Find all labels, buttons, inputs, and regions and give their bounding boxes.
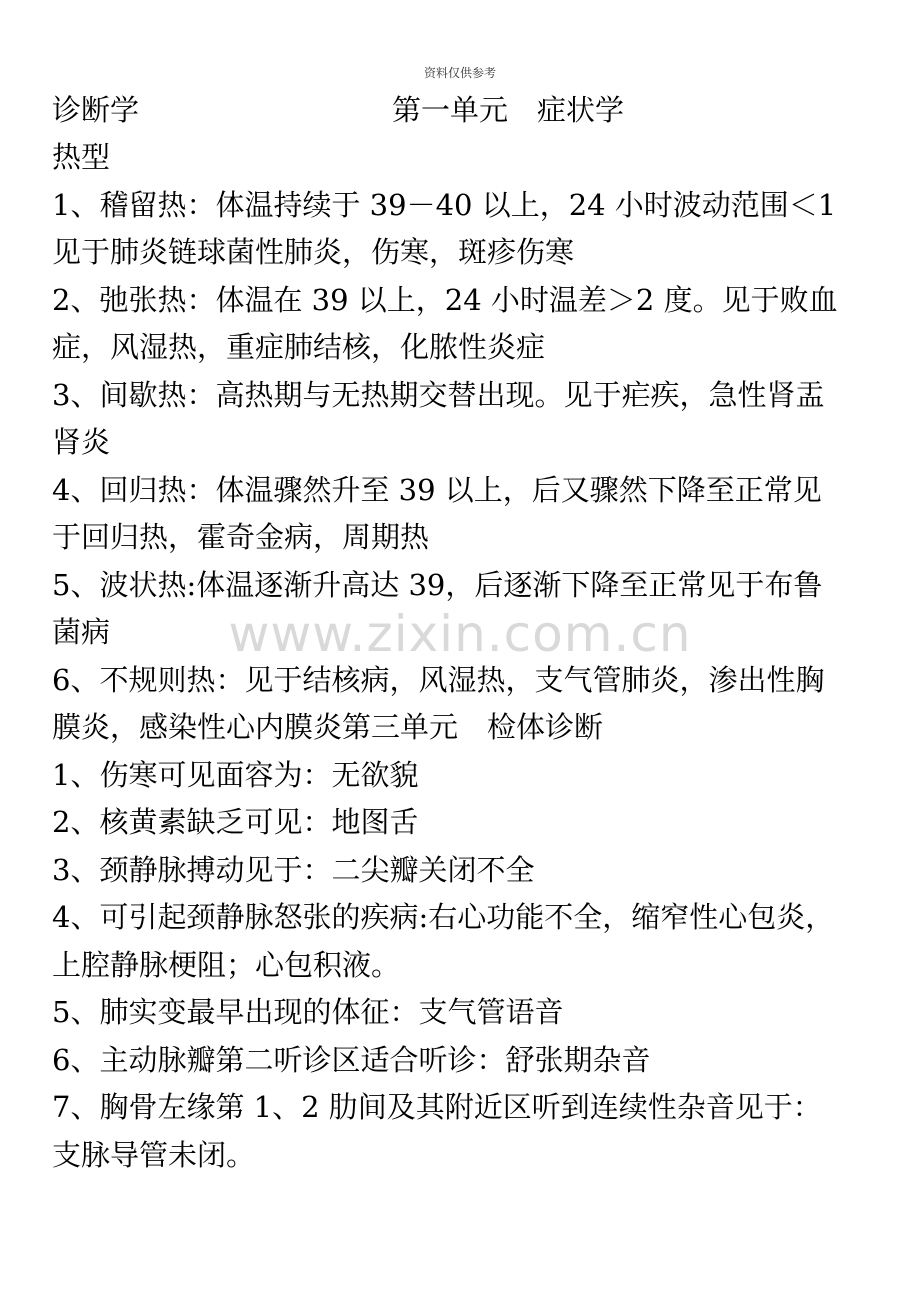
title-row: [52, 86, 872, 134]
text-line: 症，风湿热，重症肺结核，化脓性炎症: [52, 330, 546, 364]
text-line: 1、稽留热：体温持续于 39－40 以上，24 小时波动范围＜1: [52, 187, 837, 222]
text-line: 4、回归热：体温骤然升至 39 以上，后又骤然下降至正常见: [52, 472, 822, 507]
text-line: 膜炎，感染性心内膜炎第三单元 检体诊断: [52, 710, 604, 744]
header-note: 资料仅供参考: [423, 66, 496, 80]
text-line: 6、不规则热：见于结核病，风湿热，支气管肺炎，渗出性胸: [52, 662, 825, 697]
text-line: 2、核黄素缺乏可见：地图舌: [52, 805, 419, 839]
text-line: 3、颈静脉搏动见于：二尖瓣关闭不全: [52, 852, 535, 887]
text-line: 于回归热，霍奇金病，周期热: [52, 520, 430, 554]
text-line: 见于肺炎链球菌性肺炎，伤寒，斑疹伤寒: [52, 235, 575, 269]
text-line: 2、弛张热：体温在 39 以上，24 小时温差＞2 度。见于败血: [52, 282, 838, 317]
text-line: 4、可引起颈静脉怒张的疾病:右心功能不全，缩窄性心包炎，: [52, 900, 835, 934]
text-line: 热型: [52, 140, 111, 174]
document-body: [52, 134, 872, 1179]
text-line: 5、波状热:体温逐渐升高达 39，后逐渐下降至正常见于布鲁: [52, 567, 823, 602]
text-line: 5、肺实变最早出现的体征：支气管语音: [52, 995, 564, 1029]
watermark: www.zixin.com.cn: [228, 605, 692, 663]
text-line: 上腔静脉梗阻；心包积液。: [52, 947, 401, 982]
text-line: 6、主动脉瓣第二听诊区适合听诊：舒张期杂音: [52, 1042, 651, 1077]
title-subject: 诊断学: [52, 93, 140, 127]
title-unit: 第一单元 症状学: [392, 93, 625, 127]
text-line: 1、伤寒可见面容为：无欲貌: [52, 757, 419, 792]
text-line: 菌病: [52, 615, 111, 649]
text-line: 肾炎: [52, 425, 111, 459]
text-line: 3、间歇热：高热期与无热期交替出现。见于疟疾，急性肾盂: [52, 377, 825, 412]
text-line: 7、胸骨左缘第 1、2 肋间及其附近区听到连续性杂音见于：: [52, 1090, 822, 1124]
text-line: 支脉导管未闭。: [52, 1137, 256, 1172]
